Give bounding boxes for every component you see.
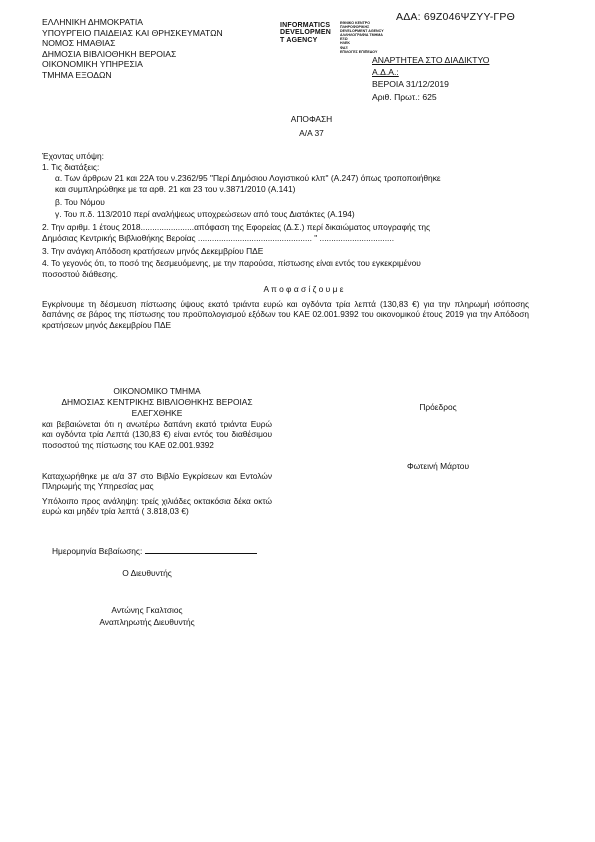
idika-small-line: ΕΘΝΙΚΟ ΚΕΝΤΡΟ xyxy=(340,21,370,25)
considering-intro: Έχοντας υπόψη: xyxy=(42,151,104,161)
considering-item: α. Των άρθρων 21 και 22Α του ν.2362/95 "Περί Δημόσιου Λογιστικού κλπ" (Α.247) όπως τροποποιήθηκε xyxy=(55,173,441,183)
we-decide-heading: Α π ο φ α σ ί ζ ο υ μ ε xyxy=(263,284,344,294)
approval-paragraph: Εγκρίνουμε τη δέσμευση πίστωσης ύψους εκατό τριάντα ευρώ και ογδόντα τρία λεπτά (130,83 €) για την πληρωμή ισόποσης δαπάνης σε βάρος της πίστωσης του προϋπολογισμού εξόδων του ΚΑΕ 02.001.9392 του οικονομικού έτους 2019 για την Απόδοση κρατήσεων μηνός Δεκεμβρίου ΠΔΕ xyxy=(42,299,529,330)
director-name: Αντώνης Γκαλτσιος xyxy=(111,605,183,615)
issuer-line: ΟΙΚΟΝΟΜΙΚΗ ΥΠΗΡΕΣΙΑ xyxy=(42,59,143,69)
idika-small-line: ΕΠΙΛΟΓΕΣ ΕΠΙΠΕΔΟΥ xyxy=(340,49,378,54)
issuer-line: ΝΟΜΟΣ ΗΜΑΘΙΑΣ xyxy=(42,38,116,48)
idika-small-line: ΠΛΗΡΟΦΟΡΙΚΗΣ xyxy=(340,25,370,30)
idika-small-line: ΑΛΛΗΛΟΓΡΑΦΙΑ ΤΜΗΜΑ xyxy=(340,33,383,38)
finance-subtitle: ΔΗΜΟΣΙΑΣ ΚΕΝΤΡΙΚΗΣ ΒΙΒΛΙΟΘΗΚΗΣ ΒΕΡΟΙΑΣ xyxy=(61,397,253,407)
director-title: Ο Διευθυντής xyxy=(122,568,172,578)
decision-title: ΑΠΟΦΑΣΗ xyxy=(290,114,333,124)
certification-date-label: Ημερομηνία Βεβαίωσης: xyxy=(52,546,143,556)
considering-item: 4. Το γεγονός ότι, το ποσό της δεσμευόμενης, με την παρούσα, πίστωσης είναι εντός του εγκεκριμένου xyxy=(42,258,421,268)
idika-small-line: ΦΑΞ xyxy=(340,45,348,50)
finance-title: ΟΙΚΟΝΟΜΙΚΟ ΤΜΗΜΑ xyxy=(113,386,201,396)
right-info-block xyxy=(372,54,489,103)
date-line: ΒΕΡΟΙΑ 31/12/2019 xyxy=(372,79,449,90)
considering-item: 3. Την ανάγκη Απόδοση κρατήσεων μηνός Δεκεμβρίου ΠΔΕ xyxy=(42,246,264,256)
finance-paragraph: Καταχωρήθηκε με α/α 37 στο Βιβλίο Εγκρίσεων και Εντολών Πληρωμής της Υπηρεσίας μας xyxy=(42,471,272,492)
considering-item: 2. Την αριθμ. 1 έτους 2018.......................απόφαση της Εφορείας (Δ.Σ.) περί δικαιώματος υπογραφής της xyxy=(42,222,431,232)
director-role: Αναπληρωτής Διευθυντής xyxy=(99,617,195,627)
president-name: Φωτεινή Μάρτου xyxy=(406,461,470,471)
issuer-line: ΕΛΛΗΝΙΚΗ ΔΗΜΟΚΡΑΤΙΑ xyxy=(42,17,143,27)
issuer-line: ΥΠΟΥΡΓΕΙΟ ΠΑΙΔΕΙΑΣ ΚΑΙ ΘΡΗΣΚΕΥΜΑΤΩΝ xyxy=(42,27,223,38)
checked-label: ΕΛΕΓΧΘΗΚΕ xyxy=(131,408,183,418)
idika-logo-text: INFORMATICS xyxy=(280,22,331,29)
issuer-line: ΔΗΜΟΣΙΑ ΒΙΒΛΙΟΘΗΚΗ ΒΕΡΟΙΑΣ xyxy=(42,48,177,59)
ada-header: ΑΔΑ: 69Ζ046ΨΖΥΥ-ΓΡΘ xyxy=(396,11,515,23)
finance-paragraph: και βεβαιώνεται ότι η ανωτέρω δαπάνη εκατό τριάντα Ευρώ και ογδόντα τρία Λεπτά (130,83 €) είναι εντός του διαθέσιμου ποσοστού της πίστωσης του ΚΑΕ 02.001.9392 xyxy=(42,419,272,450)
post-online-label: ΑΝΑΡΤΗΤΕΑ ΣΤΟ ΔΙΑΔΙΚΤΥΟ xyxy=(372,55,490,65)
idika-small-line: ΗΛΕΚ xyxy=(340,41,350,46)
president-title: Πρόεδρος xyxy=(419,402,457,412)
idika-logo-text: T AGENCY xyxy=(280,36,318,44)
idika-logo-text: DEVELOPMEN xyxy=(280,29,332,37)
considering-item: ποσοστού διάθεσης. xyxy=(42,269,119,279)
idika-small-line: ΕΞΩ xyxy=(340,37,348,42)
considering-item: 1. Τις διατάξεις: xyxy=(42,162,100,172)
issuer-block xyxy=(42,17,223,80)
considering-item: Δημόσιας Κεντρικής Βιβλιοθήκης Βεροίας ................................................. " ................................ xyxy=(42,233,395,243)
considering-item: και συμπληρώθηκε με τα αρθ. 21 και 23 του ν.3871/2010 (Α.141) xyxy=(55,184,296,194)
considering-item: γ. Του π.δ. 113/2010 περί αναλήψεως υποχρεώσεων από τους Διατάκτες (Α.194) xyxy=(55,209,355,219)
ada-label: Α.Δ.Α.: xyxy=(372,67,399,78)
certification-date xyxy=(52,545,257,556)
date-underline xyxy=(145,545,257,554)
issuer-line: ΤΜΗΜΑ ΕΞΟΔΩΝ xyxy=(42,69,112,80)
protocol-number: Αριθ. Πρωτ.: 625 xyxy=(372,91,437,102)
finance-paragraph: Υπόλοιπο προς ανάληψη: τρείς χιλιάδες οκτακόσια δέκα οκτώ ευρώ και μηδέν τρία λεπτά ( 3.818,03 €) xyxy=(42,496,272,517)
considering-item: β. Του Νόμου xyxy=(55,197,105,207)
idika-logo-smallprint xyxy=(340,21,384,54)
decision-number: Α/Α 37 xyxy=(299,128,324,138)
idika-logo xyxy=(280,22,331,44)
idika-small-line: DEVELOPMENT AGENCY xyxy=(340,29,384,34)
